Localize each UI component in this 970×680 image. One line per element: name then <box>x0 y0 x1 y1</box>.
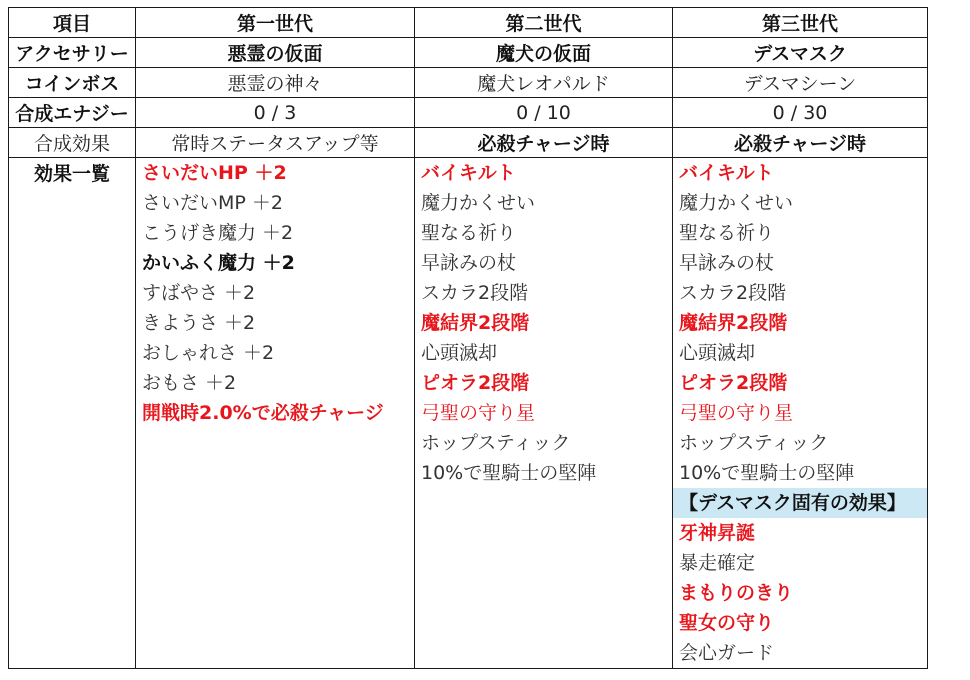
accessory-gen2: 魔犬の仮面 <box>415 38 673 68</box>
header-gen2: 第二世代 <box>415 8 673 38</box>
effect-item: 会心ガード <box>679 642 775 664</box>
boss-gen1: 悪霊の神々 <box>136 68 415 98</box>
effect-item: 弓聖の守り星 <box>679 402 794 424</box>
effect-item: すばやさ ＋2 <box>142 282 256 304</box>
effect-item: 【デスマスク固有の効果】 <box>673 488 927 518</box>
header-item: 項目 <box>9 8 136 38</box>
accessory-label: アクセサリー <box>9 38 136 68</box>
effect-item: 魔力かくせい <box>421 192 536 214</box>
synth-effect-gen3: 必殺チャージ時 <box>673 128 928 158</box>
effect-item: 魔力かくせい <box>679 192 794 214</box>
accessory-gen1: 悪霊の仮面 <box>136 38 415 68</box>
effect-item: さいだいHP ＋2 <box>142 162 287 184</box>
effect-item: バイキルト <box>679 162 774 184</box>
effect-item: 心頭滅却 <box>421 342 498 364</box>
header-row <box>9 8 928 38</box>
synth-energy-row <box>9 98 928 128</box>
synth-effect-row <box>9 128 928 158</box>
accessory-gen3: デスマスク <box>673 38 928 68</box>
boss-label: コインボス <box>9 68 136 98</box>
effects-gen3-list <box>673 158 928 669</box>
effect-item: 10%で聖騎士の堅陣 <box>421 462 597 484</box>
effect-item: 牙神昇誕 <box>679 522 756 544</box>
synth-effect-gen1: 常時ステータスアップ等 <box>136 128 415 158</box>
effects-label: 効果一覧 <box>9 158 136 669</box>
synth-energy-gen3: 0 / 30 <box>673 98 928 128</box>
effect-item: 心頭滅却 <box>679 342 756 364</box>
effect-item: 暴走確定 <box>679 552 756 574</box>
effect-item: 聖女の守り <box>679 612 775 634</box>
effect-item: こうげき魔力 ＋2 <box>142 222 294 244</box>
effect-item: ピオラ2段階 <box>421 372 530 394</box>
effect-item: おしゃれさ ＋2 <box>142 342 275 364</box>
boss-gen3: デスマシーン <box>673 68 928 98</box>
effect-item: バイキルト <box>421 162 516 184</box>
effect-item: ホップスティック <box>421 432 571 454</box>
boss-gen2: 魔犬レオパルド <box>415 68 673 98</box>
boss-row <box>9 68 928 98</box>
effect-item: 聖なる祈り <box>421 222 517 244</box>
effect-item: スカラ2段階 <box>679 282 787 304</box>
synth-effect-label: 合成効果 <box>9 128 136 158</box>
effect-item: まもりのきり <box>679 582 794 604</box>
generation-comparison-table <box>8 7 928 669</box>
effect-item: 開戦時2.0%で必殺チャージ <box>142 402 384 424</box>
effect-item: 魔結界2段階 <box>421 312 530 334</box>
synth-energy-gen1: 0 / 3 <box>136 98 415 128</box>
effect-item: 魔結界2段階 <box>679 312 788 334</box>
effect-item: ピオラ2段階 <box>679 372 788 394</box>
synth-energy-label: 合成エナジー <box>9 98 136 128</box>
effect-item: かいふく魔力 ＋2 <box>142 252 295 274</box>
effect-item: さいだいMP ＋2 <box>142 192 283 214</box>
synth-effect-gen2: 必殺チャージ時 <box>415 128 673 158</box>
effect-item: 聖なる祈り <box>679 222 775 244</box>
effect-item: 10%で聖騎士の堅陣 <box>679 462 855 484</box>
effect-item: 早詠みの杖 <box>679 252 775 274</box>
effect-item: 早詠みの杖 <box>421 252 517 274</box>
header-gen1: 第一世代 <box>136 8 415 38</box>
effect-item: 弓聖の守り星 <box>421 402 536 424</box>
accessory-row <box>9 38 928 68</box>
effects-gen2-list <box>415 158 673 669</box>
effect-item: スカラ2段階 <box>421 282 529 304</box>
synth-energy-gen2: 0 / 10 <box>415 98 673 128</box>
effects-gen1-list <box>136 158 415 669</box>
effects-row <box>9 158 928 669</box>
effect-item: おもさ ＋2 <box>142 372 237 394</box>
effect-item: きようさ ＋2 <box>142 312 256 334</box>
header-gen3: 第三世代 <box>673 8 928 38</box>
effect-item: ホップスティック <box>679 432 829 454</box>
